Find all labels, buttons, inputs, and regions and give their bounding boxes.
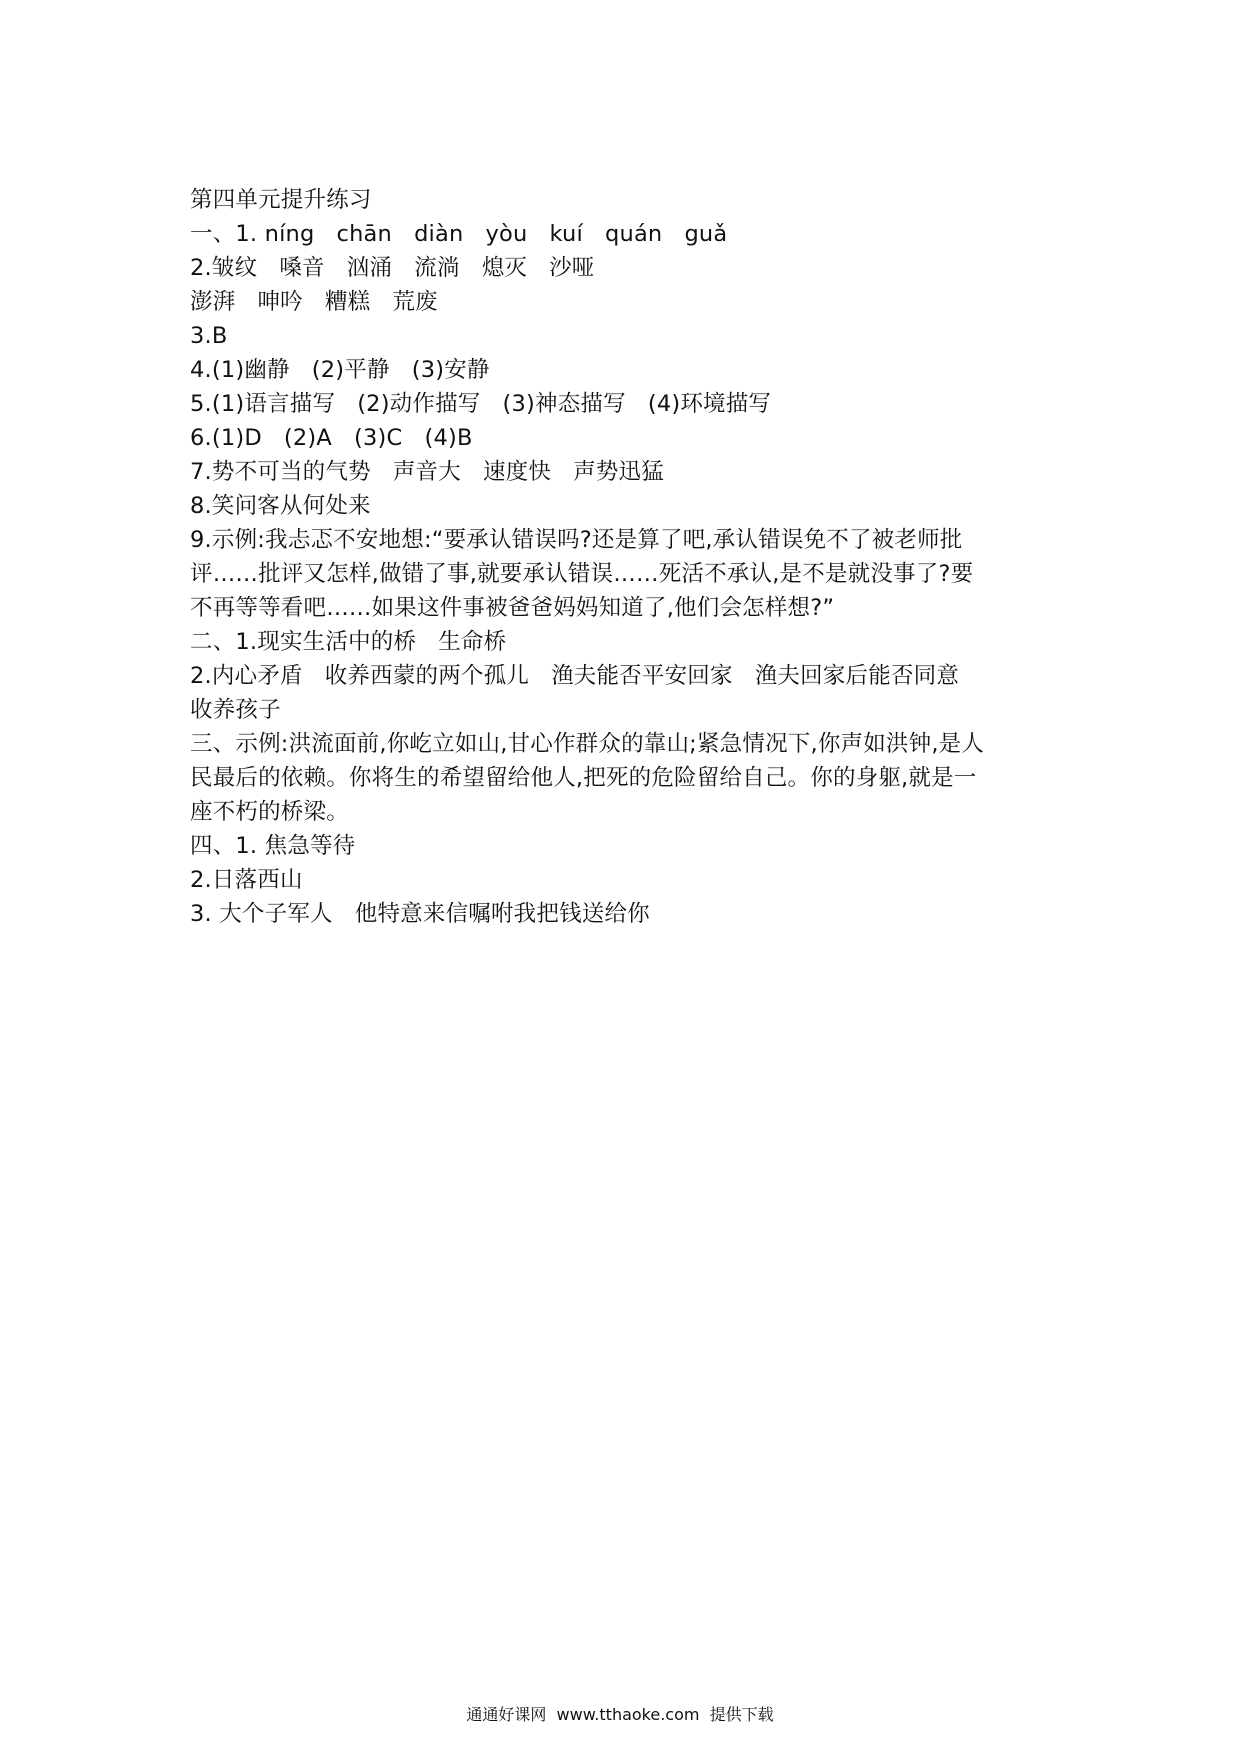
answer-document (190, 183, 1070, 931)
answer-line: 不再等等看吧……如果这件事被爸爸妈妈知道了,他们会怎样想?” (190, 595, 835, 621)
answer-line: 7.势不可当的气势 声音大 速度快 声势迅猛 (190, 459, 664, 485)
answer-line: 8.笑问客从何处来 (190, 493, 371, 519)
answer-line: 6.(1)D (2)A (3)C (4)B (190, 425, 473, 451)
footer-source-text: 通通好课网 www.tthaoke.com 提供下载 (466, 1705, 774, 1724)
answer-line: 2.内心矛盾 收养西蒙的两个孤儿 渔夫能否平安回家 渔夫回家后能否同意 (190, 663, 960, 689)
answer-line: 2.皱纹 嗓音 汹涌 流淌 熄灭 沙哑 (190, 255, 595, 281)
answer-line: 评……批评又怎样,做错了事,就要承认错误……死活不承认,是不是就没事了?要 (190, 561, 974, 587)
answer-line: 5.(1)语言描写 (2)动作描写 (3)神态描写 (4)环境描写 (190, 391, 772, 417)
answer-line: 2.日落西山 (190, 867, 303, 893)
answer-line: 三、示例:洪流面前,你屹立如山,甘心作群众的靠山;紧急情况下,你声如洪钟,是人 (190, 731, 985, 757)
answer-line: 9.示例:我忐忑不安地想:“要承认错误吗?还是算了吧,承认错误免不了被老师批 (190, 527, 963, 553)
answer-line: 4.(1)幽静 (2)平静 (3)安静 (190, 357, 490, 383)
answer-line: 收养孩子 (190, 697, 281, 723)
answer-line: 二、1.现实生活中的桥 生命桥 (190, 629, 507, 655)
answer-line: 澎湃 呻吟 糟糕 荒废 (190, 289, 438, 315)
document-title: 第四单元提升练习 (190, 187, 372, 213)
answer-line: 一、1. níng chān diàn yòu kuí quán guǎ (190, 221, 728, 247)
answer-line: 座不朽的桥梁。 (190, 799, 349, 825)
answer-line: 3.B (190, 323, 228, 349)
answer-line: 民最后的依赖。你将生的希望留给他人,把死的危险留给自己。你的身躯,就是一 (190, 765, 977, 791)
answer-line: 3. 大个子军人 他特意来信嘱咐我把钱送给你 (190, 901, 650, 927)
answer-line: 四、1. 焦急等待 (190, 833, 356, 859)
